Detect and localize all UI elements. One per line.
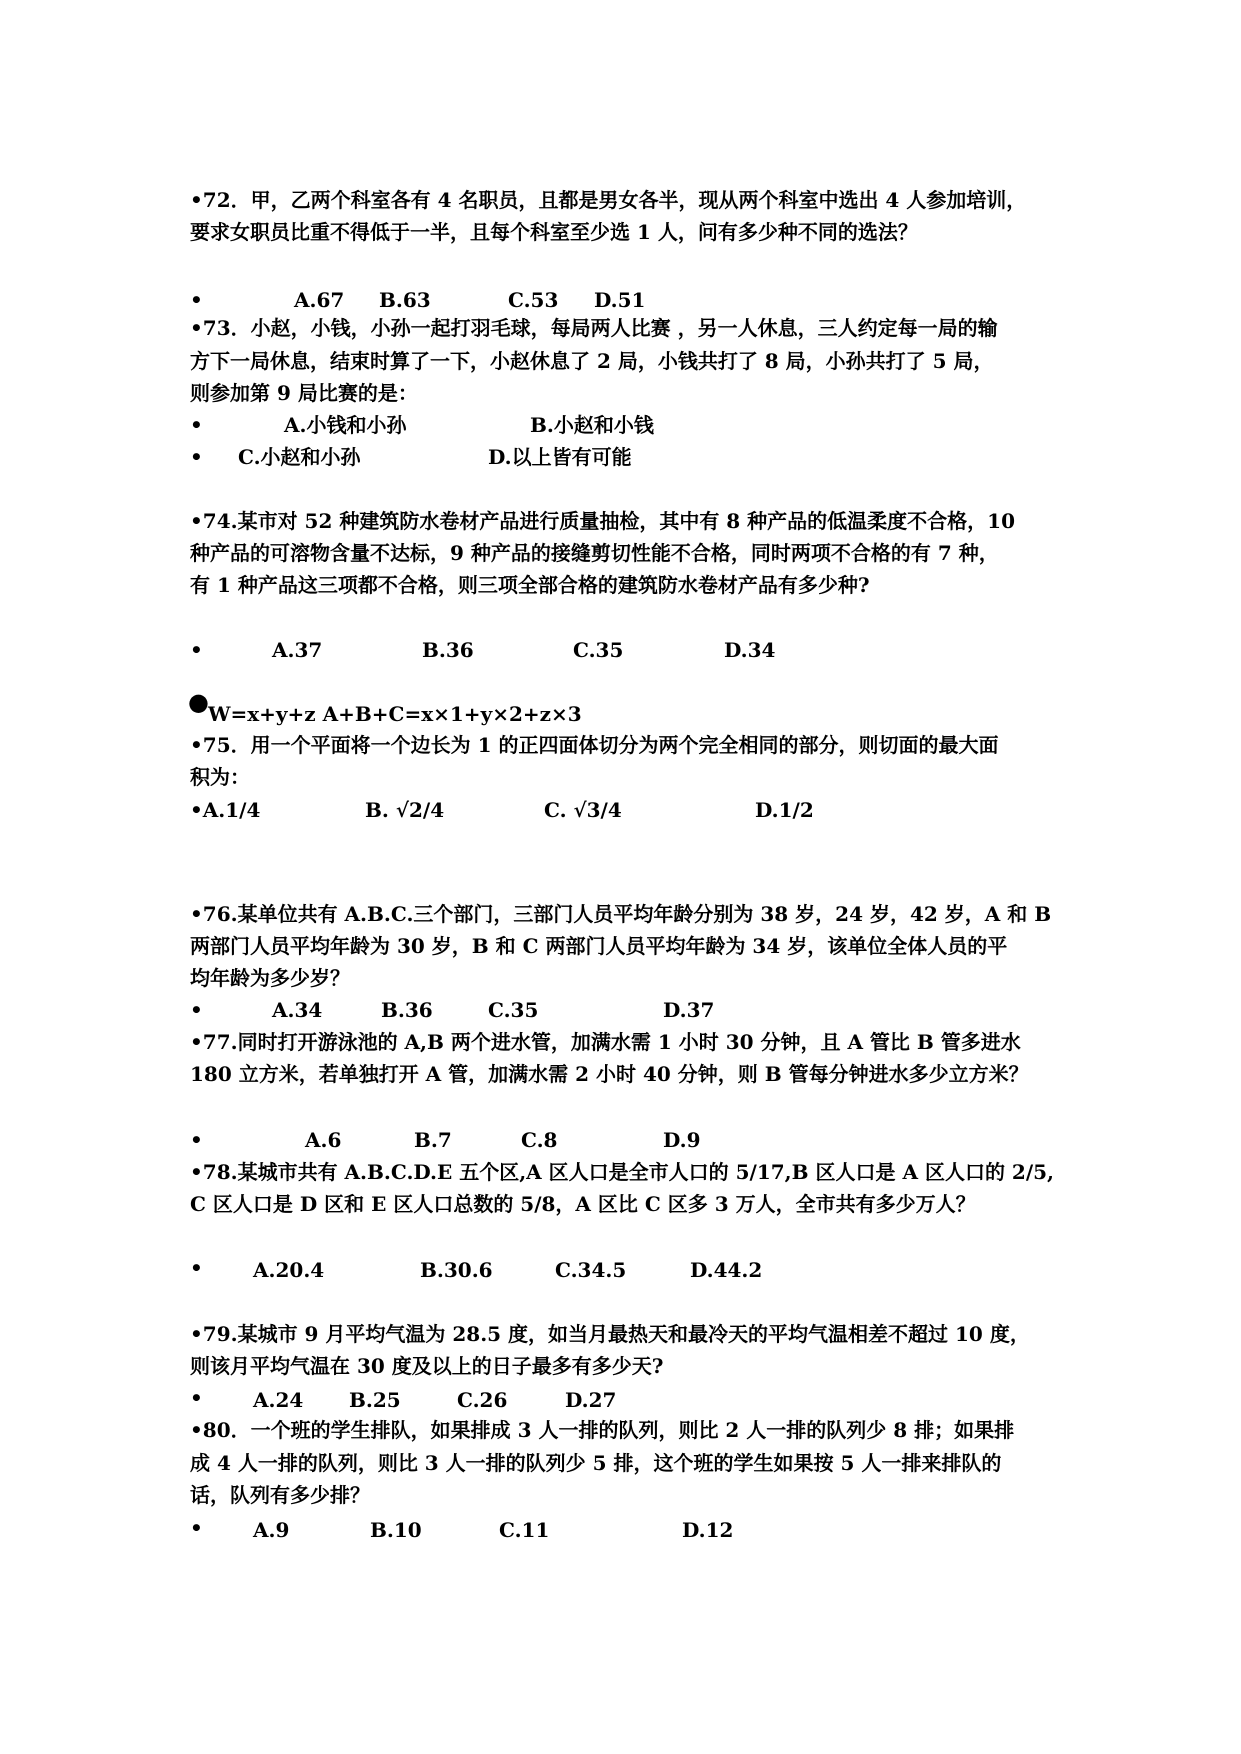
q72-line-2: 要求女职员比重不得低于一半，且每个科室至少选 1 人，问有多少种不同的选法？ (190, 220, 918, 244)
q78-option-b: B.30.6 (420, 1258, 493, 1282)
q73-option-c: C.小赵和小孙 (238, 445, 361, 469)
q76-option-c: C.35 (488, 998, 539, 1022)
q72-option-a: A.67 (294, 288, 345, 312)
formula-note: W=x+y+z A+B+C=x×1+y×2+z×3 (208, 702, 582, 726)
q72-option-b: B.63 (379, 288, 431, 312)
q78-line-2: C 区人口是 D 区和 E 区人口总数的 5/8，A 区比 C 区多 3 万人，全市共有多少万人？ (190, 1192, 976, 1216)
q75-option-c: C. √3/4 (544, 798, 622, 822)
q76-option-d: D.37 (663, 998, 715, 1022)
q77-option-d: D.9 (663, 1128, 701, 1152)
q73-line-2: 方下一局休息，结束时算了一下，小赵休息了 2 局，小钱共打了 8 局，小孙共打了 5 局， (190, 349, 994, 373)
q75-option-b: B. √2/4 (365, 798, 445, 822)
q77-option-c: C.8 (521, 1128, 558, 1152)
q74-bullet: • (190, 638, 203, 662)
q74-line-2: 种产品的可溶物含量不达标，9 种产品的接缝剪切性能不合格，同时两项不合格的有 7 种， (190, 541, 999, 565)
q77-option-a: A.6 (305, 1128, 342, 1152)
q75-option-d: D.1/2 (755, 798, 814, 822)
q73-bullet-1: • (190, 413, 203, 437)
q76-line-2: 两部门人员平均年龄为 30 岁，B 和 C 两部门人员平均年龄为 34 岁，该单位全体人员的平 (190, 934, 1008, 958)
q77-bullet: • (190, 1128, 203, 1152)
q74-line-3: 有 1 种产品这三项都不合格，则三项全部合格的建筑防水卷材产品有多少种? (190, 573, 870, 597)
q80-line-2: 成 4 人一排的队列，则比 3 人一排的队列少 5 排，这个班的学生如果按 5 人一排来排队的 (190, 1451, 1002, 1475)
q73-bullet-2: • (190, 445, 203, 469)
q77-option-b: B.7 (414, 1128, 452, 1152)
q76-option-b: B.36 (381, 998, 433, 1022)
q73-option-d: D.以上皆有可能 (488, 445, 632, 469)
q79-option-a: A.24 (253, 1388, 304, 1412)
q76-bullet: • (190, 998, 203, 1022)
q79-option-c: C.26 (457, 1388, 508, 1412)
q79-line-2: 则该月平均气温在 30 度及以上的日子最多有多少天? (190, 1354, 664, 1378)
q75-line-1: •75．用一个平面将一个边长为 1 的正四面体切分为两个完全相同的部分，则切面的最大面 (190, 733, 999, 757)
q73-option-b: B.小赵和小钱 (530, 413, 654, 437)
q75-line-2: 积为： (190, 765, 250, 789)
q73-option-a: A.小钱和小孙 (284, 413, 407, 437)
q74-option-b: B.36 (422, 638, 474, 662)
q80-option-d: D.12 (682, 1518, 734, 1542)
q74-option-a: A.37 (272, 638, 323, 662)
q74-option-d: D.34 (724, 638, 776, 662)
q72-option-c: C.53 (508, 288, 559, 312)
q78-option-a: A.20.4 (253, 1258, 325, 1282)
q77-line-1: •77.同时打开游泳池的 A,B 两个进水管，加满水需 1 小时 30 分钟，且 A 管比 B 管多进水 (190, 1030, 1021, 1054)
q78-line-1: •78.某城市共有 A.B.C.D.E 五个区,A 区人口是全市人口的 5/17,B 区人口是 A 区人口的 2/5, (190, 1160, 1055, 1184)
q79-option-d: D.27 (565, 1388, 617, 1412)
q78-option-c: C.34.5 (555, 1258, 627, 1282)
q79-option-b: B.25 (349, 1388, 401, 1412)
q76-line-3: 均年龄为多少岁？ (190, 966, 350, 990)
q74-option-c: C.35 (573, 638, 624, 662)
q79-line-1: •79.某城市 9 月平均气温为 28.5 度，如当月最热天和最冷天的平均气温相差不超过 10 度， (190, 1322, 1030, 1346)
q80-line-3: 话，队列有多少排？ (190, 1483, 370, 1507)
q77-line-2: 180 立方米，若单独打开 A 管，加满水需 2 小时 40 分钟，则 B 管每分钟进水多少立方米？ (190, 1062, 1029, 1086)
q76-line-1: •76.某单位共有 A.B.C.三个部门，三部门人员平均年龄分别为 38 岁，24 岁，42 岁，A 和 B (190, 902, 1052, 926)
q80-bullet: • (190, 1516, 203, 1540)
q73-line-1: •73．小赵，小钱，小孙一起打羽毛球，每局两人比赛 ，另一人休息，三人约定每一局的输 (190, 316, 998, 340)
q80-option-b: B.10 (370, 1518, 422, 1542)
q80-option-a: A.9 (253, 1518, 290, 1542)
q72-option-d: D.51 (594, 288, 646, 312)
q76-option-a: A.34 (272, 998, 323, 1022)
q78-option-d: D.44.2 (690, 1258, 763, 1282)
q73-line-3: 则参加第 9 局比赛的是： (190, 381, 418, 405)
note-bullet: ● (188, 687, 209, 716)
q74-line-1: •74.某市对 52 种建筑防水卷材产品进行质量抽检，其中有 8 种产品的低温柔度不合格，10 (190, 509, 1016, 533)
q80-option-c: C.11 (499, 1518, 550, 1542)
q80-line-1: •80．一个班的学生排队，如果排成 3 人一排的队列，则比 2 人一排的队列少 8 排；如果排 (190, 1418, 1015, 1442)
q72-line-1: •72．甲，乙两个科室各有 4 名职员，且都是男女各半，现从两个科室中选出 4 人参加培训， (190, 188, 1027, 212)
q78-bullet: • (190, 1256, 203, 1280)
q72-bullet: • (190, 288, 203, 312)
q75-option-a: •A.1/4 (190, 798, 261, 822)
q79-bullet: • (190, 1386, 203, 1410)
